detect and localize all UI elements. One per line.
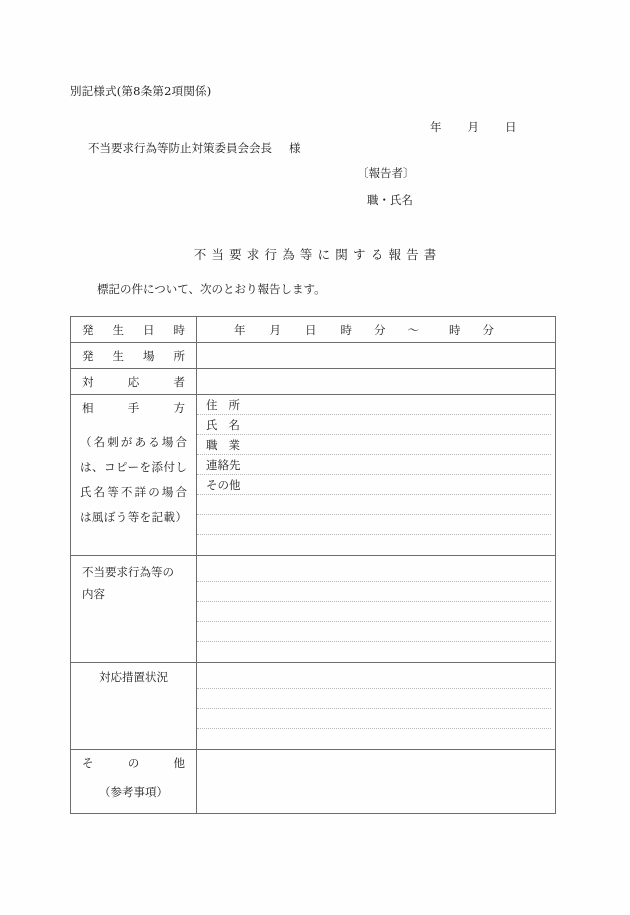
addressee-name: 不当要求行為等防止対策委員会会長 xyxy=(88,141,272,155)
value-cell-other[interactable] xyxy=(197,750,556,814)
table-row-occurrence-datetime xyxy=(71,317,556,343)
table-row-responder xyxy=(71,369,556,395)
page-title: 不当要求行為等に関する報告書 xyxy=(193,247,442,262)
label-cell-occurrence-place xyxy=(71,343,197,369)
form-id-label: 別記様式(第8条第2項関係) xyxy=(70,84,212,98)
date-year-label: 年 xyxy=(430,120,442,134)
reporter-name-label: 職・氏名 xyxy=(367,193,413,207)
counterparty-field-address-label: 住所 xyxy=(206,398,240,412)
counterparty-field-other-label: その他 xyxy=(206,478,241,492)
improper-demand-content-label-line-2: 内容 xyxy=(82,587,105,601)
response-rule-1[interactable] xyxy=(197,669,551,689)
label-cell-responder xyxy=(71,369,197,395)
counterparty-note-line-2: は、コピーを添付し xyxy=(80,460,187,474)
label-cell-response-measures xyxy=(71,663,197,750)
content-rule-4[interactable] xyxy=(197,622,551,642)
dt-minute-from: 分 xyxy=(374,323,386,337)
counterparty-field-contact[interactable] xyxy=(197,455,551,475)
response-rule-2[interactable] xyxy=(197,689,551,709)
dt-year: 年 xyxy=(234,323,246,337)
table-row-improper-demand-content xyxy=(71,556,556,663)
date-line xyxy=(430,119,517,135)
table-row-occurrence-place xyxy=(71,343,556,369)
counterparty-note-line-4: は風ぼう等を記載） xyxy=(80,510,187,524)
occurrence-datetime-label: 発生日時 xyxy=(82,323,185,337)
dt-day: 日 xyxy=(305,323,317,337)
content-rule-3[interactable] xyxy=(197,602,551,622)
value-cell-counterparty[interactable] xyxy=(197,395,556,556)
label-cell-improper-demand-content xyxy=(71,556,197,663)
counterparty-note-line-3: 氏名等不詳の場合 xyxy=(80,485,187,499)
responder-label: 対応者 xyxy=(82,375,185,389)
counterparty-label: 相手方 xyxy=(82,401,185,415)
label-cell-occurrence-datetime xyxy=(71,317,197,343)
response-rule-3[interactable] xyxy=(197,709,551,729)
counterparty-field-name-label: 氏名 xyxy=(206,418,240,432)
dt-month: 月 xyxy=(269,323,281,337)
dt-hour-to: 時 xyxy=(449,323,461,337)
addressee-line xyxy=(88,140,301,156)
counterparty-field-name[interactable] xyxy=(197,415,551,435)
improper-demand-content-label-line-1: 不当要求行為等の xyxy=(82,565,174,579)
counterparty-field-occupation[interactable] xyxy=(197,435,551,455)
counterparty-field-blank-2[interactable] xyxy=(197,515,551,535)
counterparty-field-contact-label: 連絡先 xyxy=(206,458,241,472)
reporter-block xyxy=(357,165,415,208)
other-sub-label: （参考事項） xyxy=(99,785,168,799)
table-row-response-measures xyxy=(71,663,556,750)
other-label: その他 xyxy=(82,756,185,770)
intro-sentence: 標記の件について、次のとおり報告します。 xyxy=(97,282,326,296)
content-rule-5[interactable] xyxy=(197,642,551,662)
counterparty-field-blank-3[interactable] xyxy=(197,535,551,555)
dt-tilde: 〜 xyxy=(407,323,419,337)
content-rule-2[interactable] xyxy=(197,582,551,602)
value-cell-occurrence-place[interactable] xyxy=(197,343,556,369)
dt-hour-from: 時 xyxy=(340,323,352,337)
value-cell-responder[interactable] xyxy=(197,369,556,395)
reporter-heading: 〔報告者〕 xyxy=(357,166,415,180)
value-cell-response-measures[interactable] xyxy=(197,663,556,750)
counterparty-field-address[interactable] xyxy=(197,395,551,415)
table-row-counterparty xyxy=(71,395,556,556)
occurrence-place-label: 発生場所 xyxy=(82,349,185,363)
value-cell-occurrence-datetime[interactable] xyxy=(197,317,556,343)
table-row-other xyxy=(71,750,556,814)
addressee-honorific: 様 xyxy=(289,141,301,155)
label-cell-other xyxy=(71,750,197,814)
date-month-label: 月 xyxy=(467,120,479,134)
counterparty-field-blank-1[interactable] xyxy=(197,495,551,515)
counterparty-note-line-1: （名刺がある場合 xyxy=(80,435,187,449)
counterparty-field-occupation-label: 職業 xyxy=(206,438,240,452)
occurrence-datetime-value xyxy=(197,317,555,342)
content-rule-1[interactable] xyxy=(197,562,551,582)
improper-demand-content-label xyxy=(71,556,196,608)
counterparty-field-other[interactable] xyxy=(197,475,551,495)
response-rule-4[interactable] xyxy=(197,729,551,749)
response-measures-label: 対応措置状況 xyxy=(99,670,168,684)
report-table xyxy=(70,316,556,814)
dt-minute-to: 分 xyxy=(482,323,494,337)
value-cell-improper-demand-content[interactable] xyxy=(197,556,556,663)
label-cell-counterparty xyxy=(71,395,197,556)
date-day-label: 日 xyxy=(505,120,517,134)
